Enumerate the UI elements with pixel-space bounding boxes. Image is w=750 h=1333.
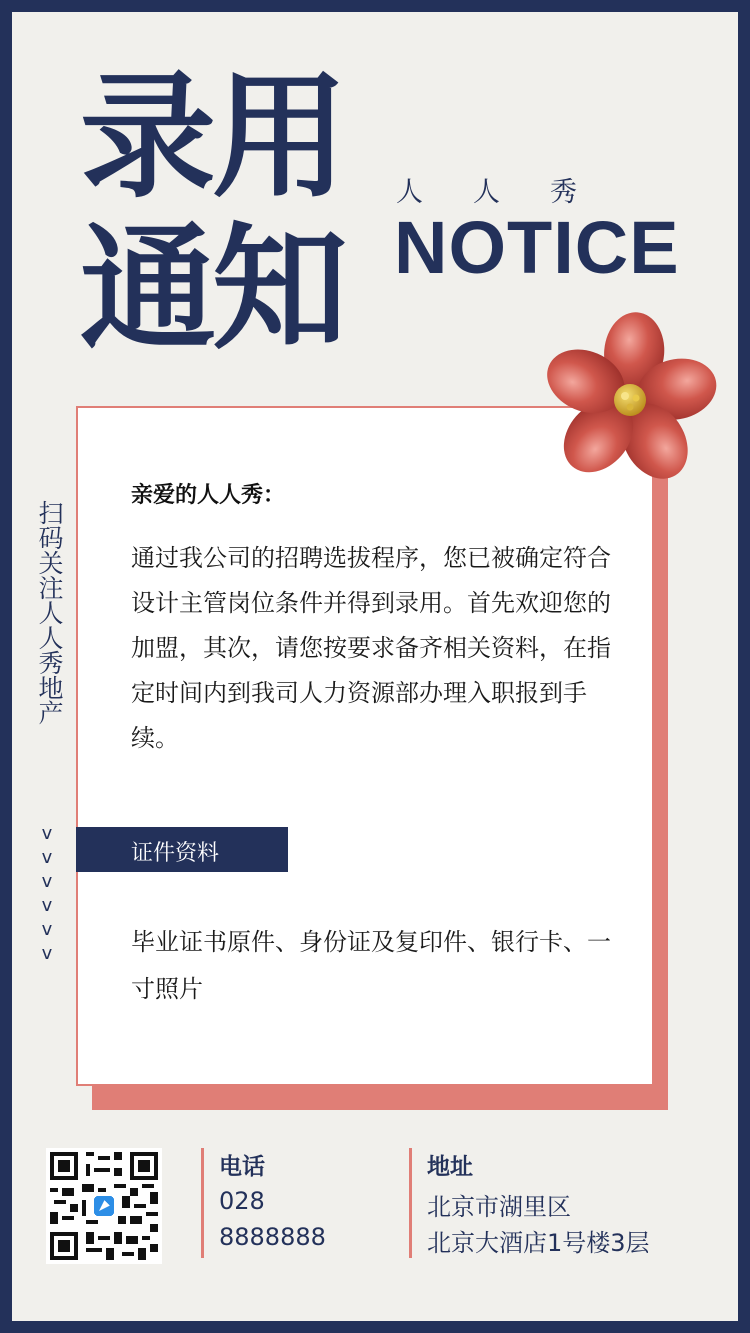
contact-divider — [201, 1148, 204, 1258]
side-scan-text: 扫码关注人人秀地产 — [35, 500, 64, 725]
address-line-2: 北京大酒店1号楼3层 — [427, 1229, 650, 1257]
flower-icon — [540, 305, 730, 495]
address-label: 地址 — [427, 1154, 473, 1180]
chevron-down-icon: v — [41, 871, 53, 892]
chevron-down-icon: v — [41, 943, 53, 964]
letter-body: 通过我公司的招聘选拔程序，您已被确定符合设计主管岗位条件并得到录用。首先欢迎您的加盟，其次，请您按要求备齐相关资料，在指定时间内到我司人力资源部办理入职报到手续。 — [131, 544, 611, 752]
chevron-down-icon: v — [41, 919, 53, 940]
documents-list: 毕业证书原件、身份证及复印件、银行卡、一寸照片 — [131, 928, 611, 1003]
section-label: 证件资料 — [131, 841, 220, 866]
phone-line-2: 8888888 — [219, 1223, 326, 1251]
chevron-down-icon: v — [41, 895, 53, 916]
subtitle: 人人秀 — [396, 177, 627, 208]
letter-greeting: 亲爱的人人秀： — [131, 483, 286, 508]
notice-heading: NOTICE — [394, 206, 680, 289]
phone-label: 电话 — [219, 1154, 265, 1180]
chevron-down-icon: v — [41, 823, 53, 844]
address-line-1: 北京市湖里区 — [427, 1193, 571, 1221]
address-divider — [409, 1148, 412, 1258]
side-arrows — [37, 822, 57, 966]
title-line-1: 录用 — [80, 59, 344, 217]
qr-code-icon — [46, 1148, 162, 1264]
chevron-down-icon: v — [41, 847, 53, 868]
phone-line-1: 028 — [219, 1187, 265, 1215]
title-line-2: 通知 — [80, 211, 344, 369]
